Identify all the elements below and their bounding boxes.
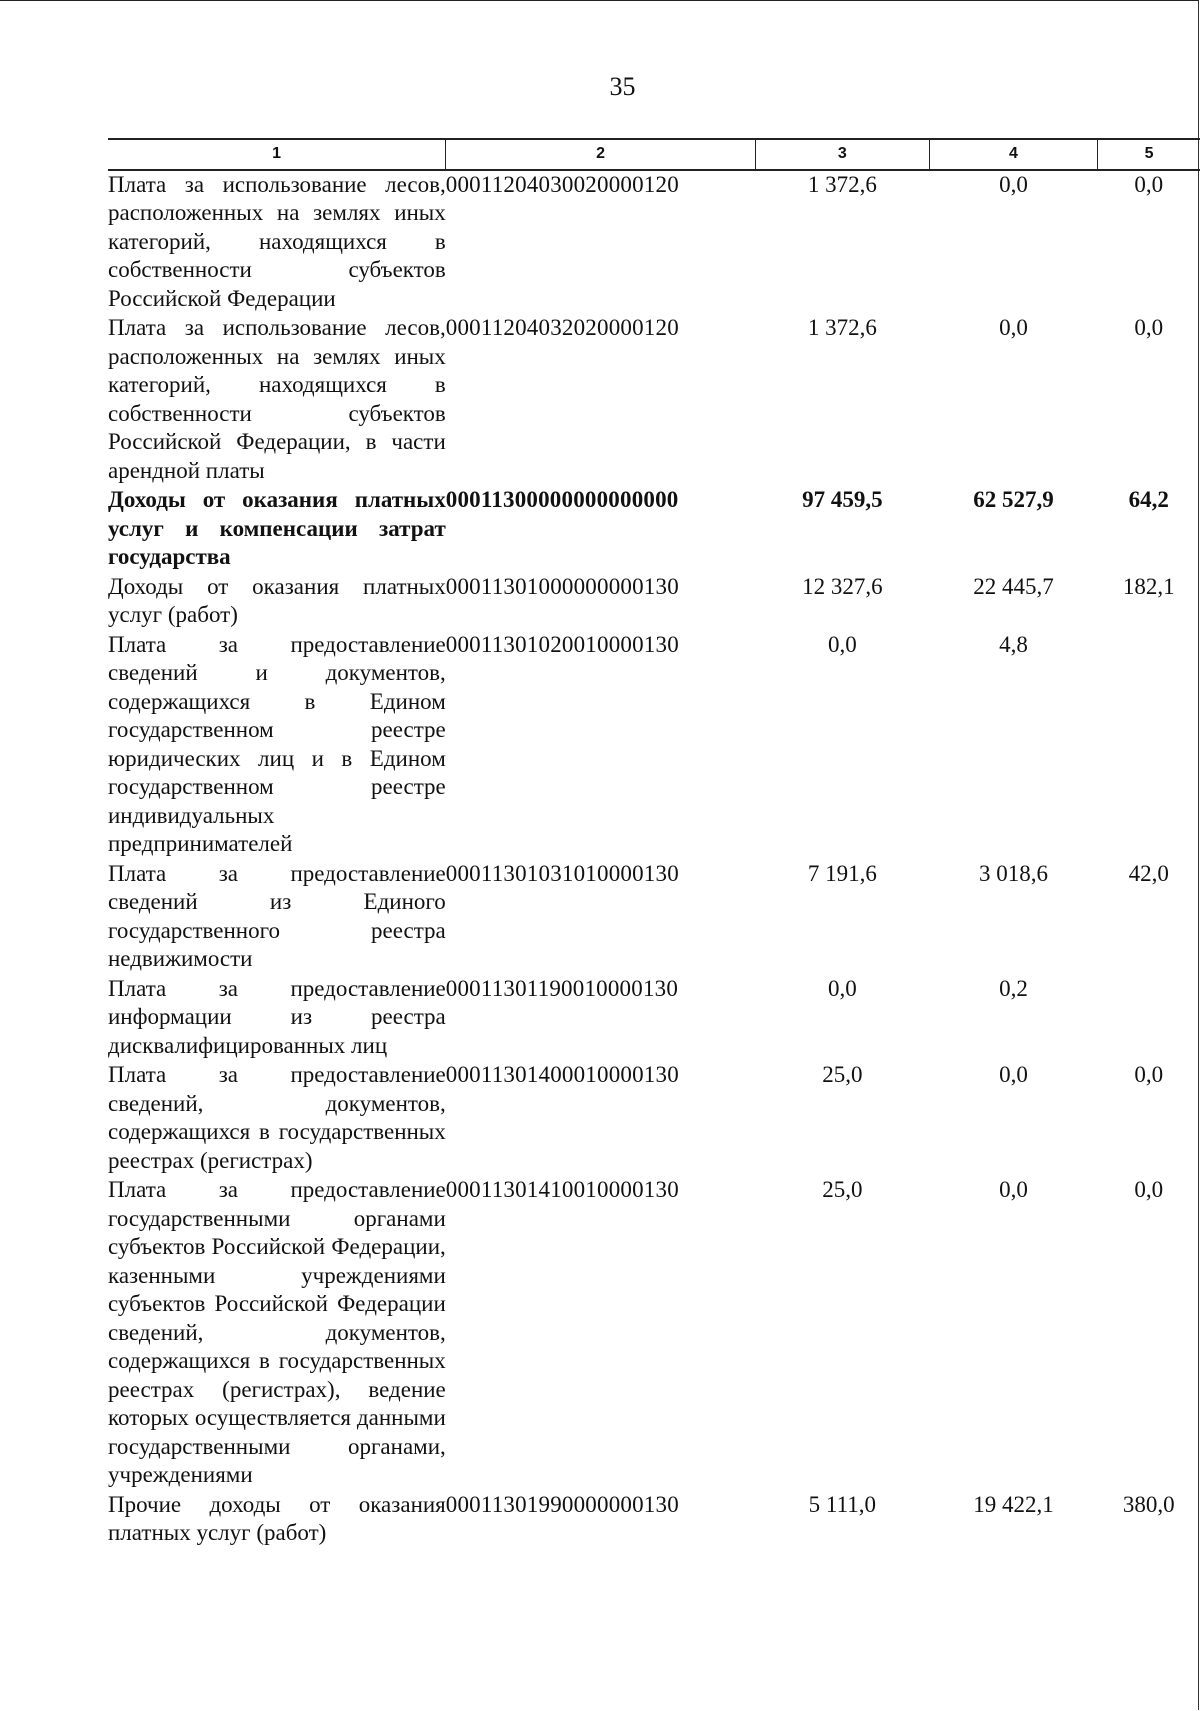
table-row [108,170,1200,314]
row-code-cell: 00011301020010000130 [445,631,679,657]
row-value-col3: 25,0 [822,1062,863,1087]
row-name-cell: Доходы от оказания платных услуг и компенсации затрат государства [108,487,446,569]
row-value-col4: 0,0 [999,315,1028,340]
row-name-cell: Прочие доходы от оказания платных услуг (работ) [108,1491,446,1545]
row-value-col5 [1098,974,1200,1061]
row-name-cell: Плата за использование лесов, расположенных на землях иных категорий, находящихся в собственности субъектов Российской Федерации [108,171,446,311]
table-body [108,170,1200,1548]
row-name-cell: Плата за использование лесов, расположенных на землях иных категорий, находящихся в собственности субъектов Российской Федерации, в части арендной платы [108,315,446,483]
row-value-col3: 7 191,6 [807,860,877,886]
row-value-col4: 0,0 [999,1062,1028,1087]
column-header-3: 3 [755,139,929,170]
revenue-table [108,138,1200,1548]
row-name-cell: Плата за предоставление информации из реестра дисквалифицированных лиц [108,975,446,1058]
row-code-cell: 00011204032020000120 [445,315,679,340]
table-row [108,1175,1200,1490]
row-value-col4: 62 527,9 [973,487,1054,512]
column-header-5: 5 [1098,139,1200,170]
row-name-cell: Плата за предоставление сведений из Единого государственного реестра недвижимости [108,860,446,971]
row-value-col5 [1098,630,1200,859]
row-name-cell: Доходы от оказания платных услуг (работ) [108,573,446,627]
row-value-col4: 22 445,7 [973,573,1054,599]
row-value-col5: 0,0 [1134,171,1164,197]
column-header-1: 1 [108,139,446,170]
row-value-col3: 97 459,5 [802,487,883,512]
row-value-col3: 0,0 [827,975,857,1001]
row-code-cell: 00011301190010000130 [445,975,679,1001]
row-value-col4: 0,0 [999,171,1028,197]
table-row [108,974,1200,1061]
table-row [108,485,1200,572]
row-value-col3: 1 372,6 [807,171,877,197]
row-value-col3: 1 372,6 [807,315,877,340]
row-value-col4: 19 422,1 [973,1491,1054,1517]
row-value-col5: 182,1 [1122,573,1175,599]
table-row [108,572,1200,630]
table-header-row [108,139,1200,170]
row-code-cell: 00011301410010000130 [445,1177,679,1202]
row-name-cell: Плата за предоставление сведений и документов, содержащихся в Едином государственном реестре юридических лиц и в Едином государственном реестре индивидуальных предпринимателей [108,631,446,856]
row-value-col4: 3 018,6 [978,860,1048,886]
row-name-cell: Плата за предоставление сведений, документов, содержащихся в государственных реестрах (регистрах) [108,1062,446,1173]
row-value-col3: 5 111,0 [808,1491,876,1517]
row-value-col5: 42,0 [1128,860,1169,886]
column-header-4: 4 [929,139,1097,170]
table-row [108,630,1200,859]
table-row [108,859,1200,974]
row-value-col4: 4,8 [999,631,1028,657]
row-code-cell: 00011301400010000130 [445,1062,679,1087]
row-code-cell: 00011301031010000130 [445,860,679,886]
row-value-col5: 380,0 [1122,1491,1175,1517]
row-value-col5: 0,0 [1134,1177,1164,1202]
row-value-col4: 0,0 [999,1177,1028,1202]
row-name-cell: Плата за предоставление государственными органами субъектов Российской Федерации, казенными учреждениями субъектов Российской Федерации сведений, документов, содержащихся в государственных реестрах (регистрах), ведение которых осуществляется данными государственными органами, учреждениями [108,1177,446,1487]
column-header-2: 2 [446,139,756,170]
row-value-col3: 12 327,6 [802,573,883,599]
row-value-col5: 0,0 [1134,1062,1164,1087]
row-code-cell: 00011301990000000130 [445,1491,679,1517]
table-row [108,313,1200,485]
row-value-col3: 0,0 [827,631,857,657]
table-row [108,1490,1200,1548]
row-value-col3: 25,0 [822,1177,863,1202]
row-value-col5: 0,0 [1134,315,1164,340]
row-code-cell: 00011301000000000130 [445,573,679,599]
page-number: 35 [609,72,636,101]
row-value-col4: 0,2 [999,975,1028,1001]
row-code-cell: 00011204030020000120 [445,171,679,197]
row-code-cell: 00011300000000000000 [445,487,679,512]
row-value-col5: 64,2 [1128,487,1169,512]
table-row [108,1060,1200,1175]
